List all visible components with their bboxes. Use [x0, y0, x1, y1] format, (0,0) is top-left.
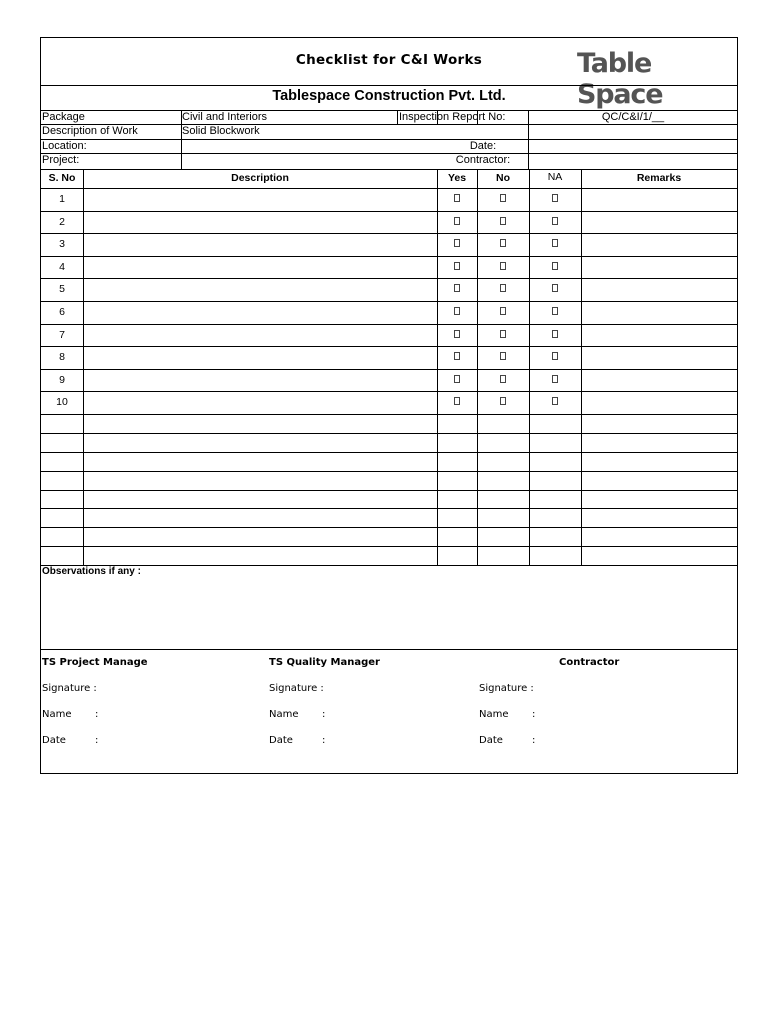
- checkbox-cell: [437, 193, 477, 202]
- col-header-yes: Yes: [447, 172, 467, 184]
- name-label: Name: [479, 709, 509, 720]
- no-checkbox[interactable]: [500, 262, 506, 270]
- na-checkbox[interactable]: [552, 262, 558, 270]
- table-row-divider: [41, 490, 737, 491]
- location-label: Location:: [42, 140, 87, 152]
- yes-checkbox[interactable]: [454, 262, 460, 270]
- na-checkbox[interactable]: [552, 375, 558, 383]
- signature-label: Signature :: [42, 683, 97, 694]
- no-checkbox[interactable]: [500, 284, 506, 292]
- table-row-divider: [41, 233, 737, 234]
- table-row-divider: [41, 278, 737, 279]
- na-checkbox[interactable]: [552, 330, 558, 338]
- signature-label: Signature :: [479, 683, 534, 694]
- checkbox-cell: [437, 396, 477, 405]
- checkbox-cell: [437, 283, 477, 292]
- na-checkbox[interactable]: [552, 397, 558, 405]
- row-number: 3: [59, 238, 65, 251]
- yes-checkbox[interactable]: [454, 397, 460, 405]
- checkbox-cell: [477, 238, 529, 247]
- observations-label: Observations if any :: [42, 566, 141, 577]
- checkbox-cell: [437, 374, 477, 383]
- table-column-divider: [529, 169, 530, 565]
- checkbox-cell: [529, 351, 581, 360]
- company-name: Tablespace Construction Pvt. Ltd.: [272, 88, 506, 104]
- na-checkbox[interactable]: [552, 217, 558, 225]
- yes-checkbox[interactable]: [454, 239, 460, 247]
- checkbox-cell: [529, 306, 581, 315]
- checkbox-cell: [529, 329, 581, 338]
- row-number: 10: [56, 396, 68, 409]
- table-row-divider: [41, 346, 737, 347]
- description-of-work-value: Solid Blockwork: [182, 125, 260, 137]
- checkbox-cell: [437, 238, 477, 247]
- checkbox-cell: [477, 374, 529, 383]
- table-column-divider: [437, 169, 438, 565]
- no-checkbox[interactable]: [500, 194, 506, 202]
- no-checkbox[interactable]: [500, 307, 506, 315]
- row-number: 6: [59, 306, 65, 318]
- checklist-form: [40, 37, 738, 774]
- date-colon: :: [95, 735, 99, 746]
- table-column-divider: [581, 169, 582, 565]
- na-checkbox[interactable]: [552, 284, 558, 292]
- date-label: Date:: [469, 140, 497, 152]
- checkbox-cell: [477, 306, 529, 315]
- form-title: Checklist for C&I Works: [295, 52, 483, 68]
- project-label: Project:: [42, 154, 80, 166]
- name-label: Name: [269, 709, 299, 720]
- signature-role: Contractor: [559, 657, 620, 668]
- checkbox-cell: [477, 351, 529, 360]
- name-colon: :: [532, 709, 536, 720]
- signature-role: TS Project Manage: [42, 657, 148, 668]
- row-number: 8: [59, 351, 65, 364]
- checkbox-cell: [529, 396, 581, 405]
- yes-checkbox[interactable]: [454, 284, 460, 292]
- col-header-no: No: [496, 172, 510, 184]
- table-row-divider: [41, 256, 737, 257]
- table-row-divider: [41, 391, 737, 392]
- checkbox-cell: [477, 193, 529, 202]
- yes-checkbox[interactable]: [454, 307, 460, 315]
- row-number: 5: [59, 283, 65, 296]
- checkbox-cell: [437, 329, 477, 338]
- checkbox-cell: [529, 283, 581, 292]
- date-label: Date: [479, 735, 503, 746]
- date-colon: :: [532, 735, 536, 746]
- checkbox-cell: [437, 306, 477, 315]
- table-row-divider: [41, 546, 737, 547]
- name-colon: :: [95, 709, 99, 720]
- table-row-divider: [41, 471, 737, 472]
- package-value: Civil and Interiors: [182, 111, 267, 123]
- checkbox-cell: [529, 374, 581, 383]
- na-checkbox[interactable]: [552, 352, 558, 360]
- table-row-divider: [41, 414, 737, 415]
- checkbox-cell: [477, 261, 529, 270]
- na-checkbox[interactable]: [552, 307, 558, 315]
- inspection-report-value: QC/C&I/1/__: [601, 111, 665, 123]
- no-checkbox[interactable]: [500, 239, 506, 247]
- signature-role: TS Quality Manager: [269, 657, 380, 668]
- checkbox-cell: [437, 351, 477, 360]
- signature-label: Signature :: [269, 683, 324, 694]
- date-colon: :: [322, 735, 326, 746]
- table-row-divider: [41, 508, 737, 509]
- table-row-divider: [41, 211, 737, 212]
- table-row-divider: [41, 301, 737, 302]
- company-logo: Table Space: [577, 48, 663, 110]
- table-row-divider: [41, 433, 737, 434]
- checkbox-cell: [437, 261, 477, 270]
- row-number: 9: [59, 373, 65, 386]
- na-checkbox[interactable]: [552, 239, 558, 247]
- table-column-divider: [83, 169, 84, 565]
- checkbox-cell: [529, 238, 581, 247]
- table-row-divider: [41, 324, 737, 325]
- checkbox-cell: [529, 193, 581, 202]
- description-of-work-label: Description of Work: [42, 125, 138, 137]
- row-number: 1: [59, 193, 65, 205]
- row-number: 2: [59, 215, 65, 228]
- yes-checkbox[interactable]: [454, 352, 460, 360]
- yes-checkbox[interactable]: [454, 217, 460, 225]
- date-label: Date: [269, 735, 293, 746]
- no-checkbox[interactable]: [500, 397, 506, 405]
- col-header-na: NA: [547, 171, 563, 183]
- na-checkbox[interactable]: [552, 194, 558, 202]
- yes-checkbox[interactable]: [454, 375, 460, 383]
- table-row-divider: [41, 452, 737, 453]
- date-label: Date: [42, 735, 66, 746]
- row-number: 4: [59, 260, 65, 273]
- table-column-divider: [477, 169, 478, 565]
- table-row-divider: [41, 369, 737, 370]
- inspection-report-label: Inspection Report No:: [399, 111, 506, 123]
- no-checkbox[interactable]: [500, 375, 506, 383]
- name-colon: :: [322, 709, 326, 720]
- checkbox-cell: [477, 216, 529, 225]
- col-header-remarks: Remarks: [636, 172, 682, 184]
- package-label: Package: [42, 111, 85, 123]
- checkbox-cell: [437, 216, 477, 225]
- no-checkbox[interactable]: [500, 217, 506, 225]
- col-header-sno: S. No: [48, 172, 76, 184]
- checkbox-cell: [477, 329, 529, 338]
- checkbox-cell: [477, 396, 529, 405]
- row-number: 7: [59, 328, 65, 341]
- checkbox-cell: [529, 216, 581, 225]
- yes-checkbox[interactable]: [454, 330, 460, 338]
- name-label: Name: [42, 709, 72, 720]
- no-checkbox[interactable]: [500, 330, 506, 338]
- contractor-label: Contractor:: [455, 154, 511, 166]
- yes-checkbox[interactable]: [454, 194, 460, 202]
- col-header-description: Description: [231, 172, 289, 184]
- checkbox-cell: [529, 261, 581, 270]
- checkbox-cell: [477, 283, 529, 292]
- no-checkbox[interactable]: [500, 352, 506, 360]
- table-row-divider: [41, 527, 737, 528]
